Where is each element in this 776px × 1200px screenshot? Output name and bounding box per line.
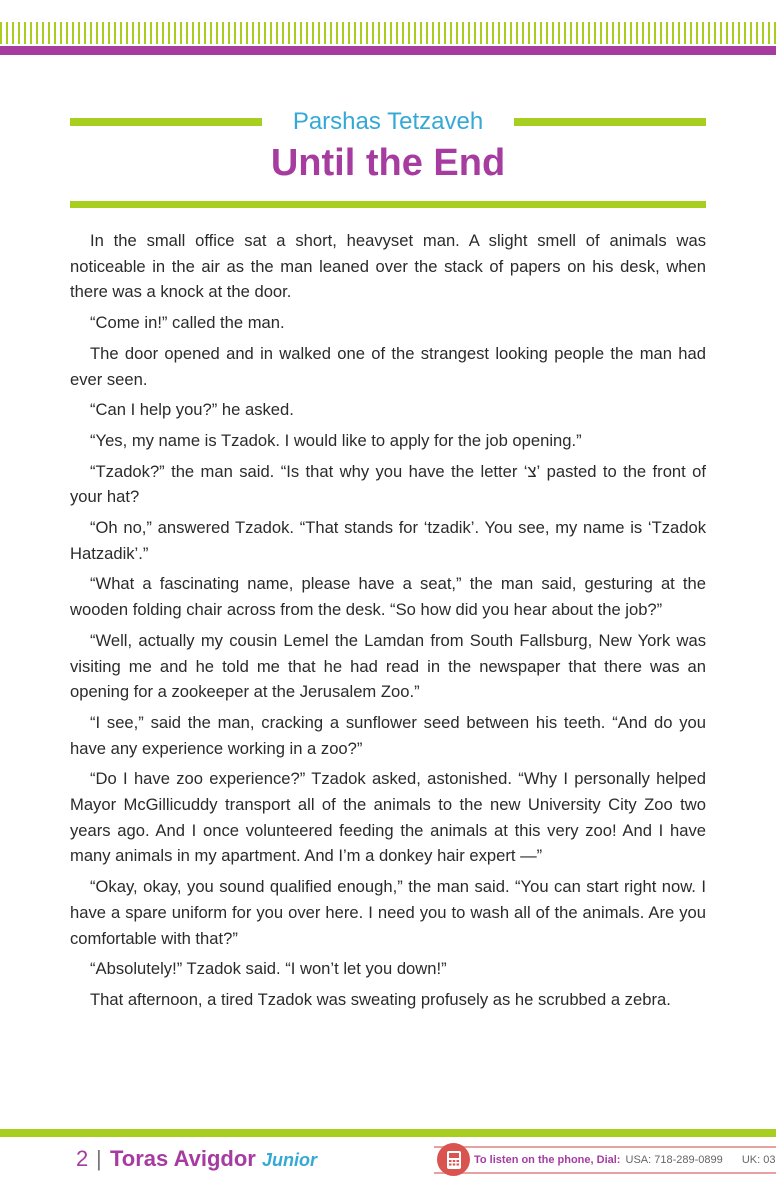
story-paragraph: “Can I help you?” he asked. [90,400,294,420]
parsha-subtitle: Parshas Tetzaveh [292,108,484,135]
phone-info [434,1146,776,1174]
story-paragraph: “Well, actually my cousin Lemel the Lamdan from South Fallsburg, New York was visiting me and he told me that he had read in the newspaper that there was an opening for a zookeeper at the Jerusalem Zoo.” [70,630,706,702]
story-paragraph: In the small office sat a short, heavyset man. A slight smell of animals was noticeable in the air as the man leaned over the stack of papers on his desk, when there was a knock at the door. [70,231,706,302]
rule-left [70,118,262,126]
footer-band [0,1129,776,1137]
top-band [0,46,776,55]
footer-separator: | [96,1146,102,1171]
story-paragraph: “Yes, my name is Tzadok. I would like to apply for the job opening.” [90,430,582,450]
story-body [70,228,706,1018]
page-number: 2 [76,1146,89,1171]
brand-name: Toras Avigdor [110,1146,256,1171]
story-paragraph: “What a fascinating name, please have a seat,” the man said, gesturing at the wooden folding chair across from the desk. “So how did you hear about the job?” [70,574,706,620]
top-tick-border [0,22,776,44]
title-underline [70,201,706,208]
brand-logo [110,1146,317,1172]
phone-uk: UK: 03 [741,1154,776,1166]
brand-sub: Junior [262,1150,318,1170]
phone-label [474,1154,775,1166]
story-paragraph: “Oh no,” answered Tzadok. “That stands for ‘tzadik’. You see, my name is ‘Tzadok Hatzadik’.” [70,518,706,563]
phone-label-text: To listen on the phone, Dial: [474,1154,621,1166]
story-paragraph: That afternoon, a tired Tzadok was sweating profusely as he scrubbed a zebra. [90,989,671,1009]
story-paragraph: “I see,” said the man, cracking a sunflower seed between his teeth. “And do you have any experience working in a zoo?” [70,712,706,758]
story-paragraph: “Come in!” called the man. [90,313,285,333]
article-header [70,108,706,185]
story-title: Until the End [270,142,506,184]
story-paragraph: “Absolutely!” Tzadok said. “I won’t let you down!” [90,959,447,979]
story-paragraph: “Okay, okay, you sound qualified enough,” the man said. “You can start right now. I have a spare uniform for you over here. I need you to wash all of the animals. Are you comfortable with that?” [70,877,706,948]
story-paragraph: “Do I have zoo experience?” Tzadok asked, astonished. “Why I personally helped Mayor McGillicuddy transport all of the animals to the new University City Zoo two years ago. And I once volunteered feeding the animals at this very zoo! And I have many animals in my apartment. And I’m a donkey hair expert —” [70,769,706,866]
phone-usa: USA: 718-289-0899 [625,1154,723,1166]
story-paragraph: “Tzadok?” the man said. “Is that why you have the letter ‘צ’ pasted to the front of your hat? [70,461,707,507]
rule-right [514,118,706,126]
story-paragraph: The door opened and in walked one of the strangest looking people the man had ever seen. [70,343,706,389]
phone-icon [437,1143,470,1176]
subtitle-row [70,108,706,136]
